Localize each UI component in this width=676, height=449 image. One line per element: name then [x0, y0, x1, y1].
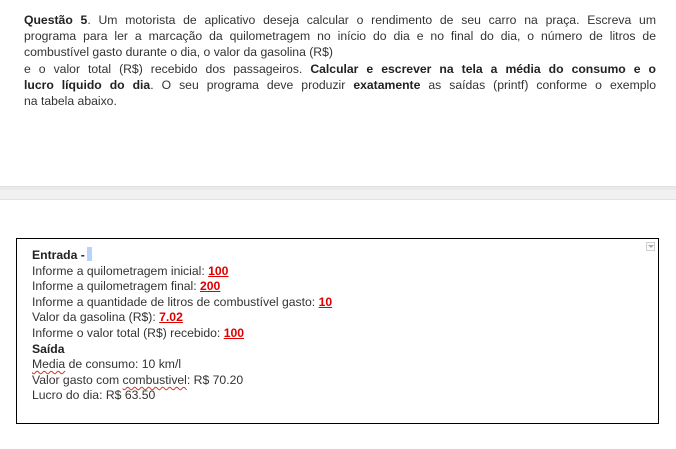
chevron-down-icon[interactable]: [646, 242, 655, 251]
question-line-1-text: . Um motorista de aplicativo deseja calcular o rendimento de seu carro na praça. Escreva um: [87, 13, 656, 27]
question-line-5: [24, 77, 656, 93]
input-row-label: Valor da gasolina (R$):: [32, 310, 160, 325]
input-row-value: 100: [223, 325, 245, 340]
output-media-text: de consumo: 10 km/l: [65, 357, 182, 372]
question-text: [24, 12, 656, 109]
page-break: [0, 186, 676, 200]
input-row-value: 7.02: [159, 310, 183, 325]
output-lucro: Lucro do dia: R$ 63.50: [32, 388, 156, 403]
output-valor-amount: : R$ 70.20: [186, 372, 244, 387]
input-row-label: Informe o valor total (R$) recebido:: [32, 325, 224, 340]
output-valor-text: Valor gasto com: [32, 372, 123, 387]
input-row: [32, 310, 642, 326]
input-row-label: Informe a quilometragem inicial:: [32, 263, 209, 278]
question-emphasis-1: Calcular e escrever na tela a média do consumo e o: [310, 61, 657, 76]
question-line-2: programa para ler a marcação da quilometragem no início do dia e no final do dia, o número de litros de: [24, 29, 656, 44]
question-line-1: [24, 12, 656, 28]
text-selection-cursor: [87, 247, 92, 261]
question-emphasis-3: exatamente: [353, 77, 421, 92]
input-row: [32, 326, 642, 342]
input-row-value: 200: [200, 279, 221, 294]
question-line-5-post: as saídas (printf) conforme o exemplo: [420, 77, 657, 92]
example-table-content[interactable]: [32, 247, 642, 404]
question-line-3: combustível gasto durante o dia, o valor da gasolina (R$): [24, 45, 333, 60]
question-emphasis-2: lucro líquido do dia: [24, 77, 151, 92]
entrada-label: Entrada -: [32, 248, 85, 262]
input-row-label: Informe a quilometragem final:: [32, 279, 200, 294]
spellcheck-word: Media: [32, 357, 66, 372]
example-table[interactable]: [16, 238, 659, 424]
input-row: [32, 295, 642, 311]
question-line-5-text: . O seu programa deve produzir: [150, 77, 354, 92]
output-media: [32, 357, 642, 373]
page-shadow: [0, 187, 676, 190]
input-row-label: Informe a quantidade de litros de combustível gasto:: [32, 294, 319, 309]
spellcheck-word: combustivel: [122, 372, 187, 387]
entrada-heading: [32, 247, 642, 264]
saida-heading: [32, 342, 642, 358]
input-row-value: 10: [318, 294, 333, 309]
input-row: [32, 279, 642, 295]
output-valor: [32, 373, 642, 389]
input-row-value: 100: [208, 263, 229, 278]
input-row: [32, 264, 642, 280]
question-line-4: [24, 61, 656, 77]
question-line-4-text: e o valor total (R$) recebido dos passageiros.: [24, 61, 311, 76]
saida-label: Saída: [32, 341, 65, 356]
question-number: Questão 5: [24, 13, 88, 27]
question-line-6: na tabela abaixo.: [24, 94, 117, 109]
